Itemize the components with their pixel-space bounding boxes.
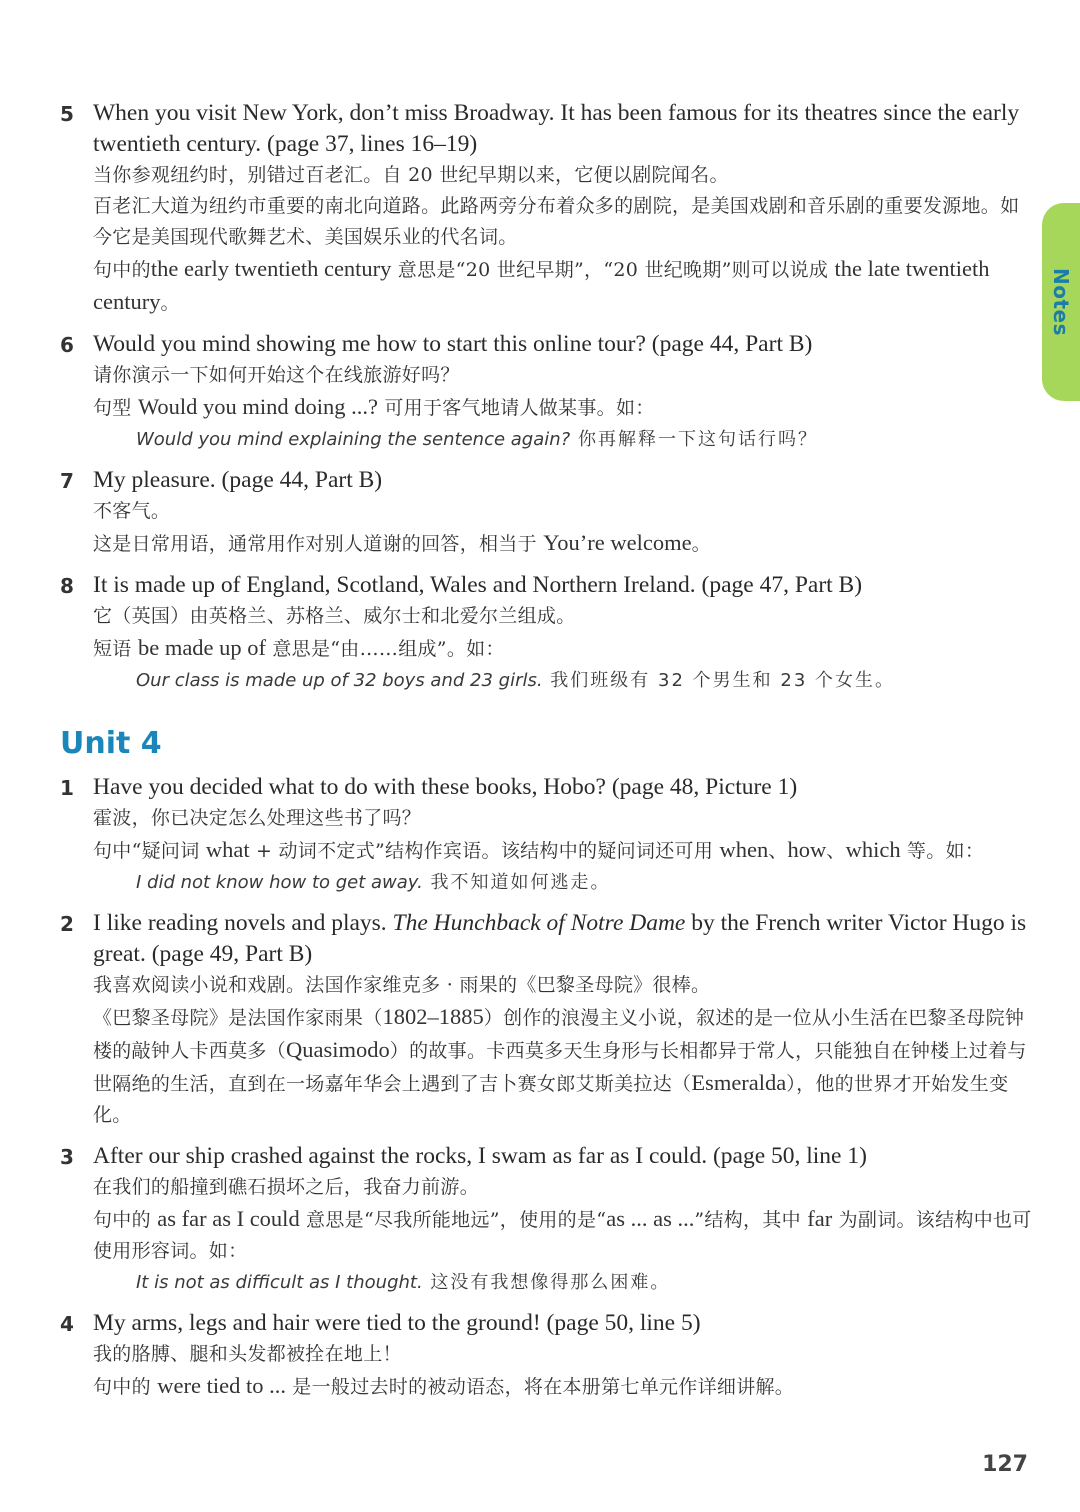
- text-run: 《巴黎圣母院》是法国作家雨果（: [93, 1007, 383, 1029]
- text-run: 。: [691, 533, 711, 555]
- english-sentence: It is made up of England, Scotland, Wales and Northern Ireland. (page 47, Part B): [93, 572, 863, 598]
- english-sentence: My pleasure. (page 44, Part B): [93, 467, 383, 493]
- note-item: [60, 1141, 1038, 1298]
- text-run: were tied to ...: [157, 1373, 286, 1398]
- item-number: 3: [60, 1145, 74, 1169]
- item-number: 2: [60, 912, 74, 936]
- chinese-translation: 请你演示一下如何开始这个在线旅游好吗？: [93, 364, 460, 386]
- example-sentence: [93, 665, 1038, 696]
- example-english: It is not as difficult as I thought.: [136, 1272, 423, 1293]
- notes-content: [60, 98, 1038, 1413]
- chinese-explanation: [93, 632, 1038, 665]
- example-sentence: [93, 424, 1038, 455]
- text-run: the late twentieth century: [93, 256, 990, 314]
- example-sentence: [93, 1267, 1038, 1298]
- text-run: by the French writer Victor Hugo is great. (page 49, Part B): [93, 910, 1027, 967]
- note-item: [60, 1308, 1038, 1403]
- chinese-translation: 它（英国）由英格兰、苏格兰、威尔士和北爱尔兰组成。: [93, 605, 576, 627]
- example-english: Would you mind explaining the sentence again?: [136, 429, 571, 450]
- note-item: [60, 98, 1038, 319]
- text-run: + 动词不定式”结构作宾语。该结构中的疑问词还可用: [249, 840, 720, 862]
- text-run: ）创作的浪漫主义小说，叙述的是一位从小生活在巴黎圣母院钟楼的敲钟人卡西莫多（: [93, 1007, 1025, 1062]
- chinese-explanation: 百老汇大道为纽约市重要的南北向道路。此路两旁分布着众多的剧院，是美国戏剧和音乐剧的重要发源地。如今它是美国现代歌舞艺术、美国娱乐业的代名词。: [93, 195, 1020, 248]
- text-run: 是一般过去时的被动语态，将在本册第七单元作详细讲解。: [285, 1376, 795, 1398]
- text-run: Esmeralda: [691, 1070, 787, 1095]
- english-sentence: My arms, legs and hair were tied to the ground! (page 50, line 5): [93, 1310, 701, 1336]
- page-number: 127: [982, 1452, 1028, 1477]
- text-run: the early twentieth century: [150, 256, 392, 281]
- chinese-explanation: [93, 391, 1038, 424]
- chinese-explanation: [93, 834, 1038, 867]
- english-sentence: Would you mind showing me how to start this online tour? (page 44, Part B): [93, 331, 813, 357]
- example-chinese: 我不知道如何逃走。: [422, 872, 611, 893]
- text-run: I like reading novels and plays.: [93, 910, 393, 936]
- text-run: 意思是“20 世纪早期”，“20 世纪晚期”则可以说成: [391, 259, 835, 281]
- text-run: 句中的: [93, 259, 151, 281]
- note-item: [60, 329, 1038, 455]
- chinese-translation: 在我们的船撞到礁石损坏之后，我奋力前游。: [93, 1176, 480, 1198]
- text-run: when: [719, 837, 769, 862]
- text-run: what: [205, 837, 250, 862]
- text-run: be made up of: [137, 635, 267, 660]
- text-run: 1802–1885: [382, 1004, 484, 1029]
- example-chinese: 你再解释一下这句话行吗？: [570, 429, 818, 450]
- text-run: 可用于客气地请人做某事。如：: [378, 397, 655, 419]
- item-number: 7: [60, 469, 74, 493]
- example-sentence: [93, 867, 1038, 898]
- text-run: 句型: [93, 397, 138, 419]
- text-run: far: [807, 1206, 833, 1231]
- note-item: [60, 908, 1038, 1131]
- text-run: 句中的: [93, 1376, 158, 1398]
- text-run: 意思是“尽我所能地远”，使用的是“: [299, 1209, 607, 1231]
- notes-tab-label: Notes: [1049, 267, 1073, 337]
- text-run: You’re welcome: [543, 530, 692, 555]
- text-run: 句中的: [93, 1209, 158, 1231]
- text-run: which: [845, 837, 901, 862]
- text-run: Would you mind doing ...?: [137, 394, 379, 419]
- text-run: 为副词。该结构中也可使用形容词。如：: [93, 1209, 1032, 1262]
- text-run: 句中“疑问词: [93, 840, 206, 862]
- note-item: [60, 570, 1038, 696]
- english-sentence: After our ship crashed against the rocks, I swam as far as I could. (page 50, line 1): [93, 1143, 867, 1169]
- chinese-translation: 我喜欢阅读小说和戏剧。法国作家维克多 · 雨果的《巴黎圣母院》很棒。: [93, 974, 711, 996]
- item-number: 4: [60, 1312, 74, 1336]
- chinese-translation: 当你参观纽约时，别错过百老汇。自 20 世纪早期以来，它便以剧院闻名。: [93, 164, 729, 186]
- notes-side-tab: [1042, 203, 1080, 401]
- item-number: 8: [60, 574, 74, 598]
- chinese-explanation: [93, 1370, 1038, 1403]
- english-sentence: [93, 908, 1038, 970]
- text-run: ），他的世界才开始发生变化。: [93, 1073, 1009, 1126]
- chinese-explanation: [93, 1203, 1038, 1267]
- text-run: 。: [160, 292, 180, 314]
- text-run: 意思是“由……组成”。如：: [266, 638, 505, 660]
- text-run: ”结构，其中: [694, 1209, 808, 1231]
- text-run: 、: [826, 840, 846, 862]
- text-run: 短语: [93, 638, 138, 660]
- text-run: how: [787, 837, 827, 862]
- text-run: Quasimodo: [286, 1037, 390, 1062]
- item-number: 5: [60, 102, 74, 126]
- text-run: as far as I could: [157, 1206, 300, 1231]
- example-english: Our class is made up of 32 boys and 23 girls.: [136, 670, 543, 691]
- chinese-explanation: [93, 253, 1038, 319]
- text-run: 等。如：: [900, 840, 985, 862]
- text-run: 、: [768, 840, 788, 862]
- chinese-translation: 不客气。: [93, 500, 171, 522]
- example-english: I did not know how to get away.: [136, 872, 423, 893]
- english-sentence: Have you decided what to do with these books, Hobo? (page 48, Picture 1): [93, 774, 798, 800]
- chinese-translation: 霍波，你已决定怎么处理这些书了吗？: [93, 807, 422, 829]
- note-item: [60, 772, 1038, 898]
- book-title: The Hunchback of Notre Dame: [392, 910, 686, 936]
- text-run: 这是日常用语，通常用作对别人道谢的回答，相当于: [93, 533, 544, 555]
- text-run: ）的故事。卡西莫多天生身形与长相都异于常人，只能独自在钟楼上过着与世隔绝的生活，直到在一场嘉年华会上遇到了吉卜赛女郎艾斯美拉达（: [93, 1040, 1027, 1095]
- english-sentence: When you visit New York, don’t miss Broadway. It has been famous for its theatres since the early twentieth century. (page 37, lines 16–19): [93, 100, 1020, 157]
- item-number: 6: [60, 333, 74, 357]
- example-chinese: 这没有我想像得那么困难。: [422, 1272, 671, 1293]
- text-run: as ... as ...: [606, 1206, 695, 1231]
- example-chinese: 我们班级有 32 个男生和 23 个女生。: [542, 670, 895, 691]
- unit-heading: Unit 4: [60, 726, 162, 761]
- chinese-translation: 我的胳膊、腿和头发都被拴在地上！: [93, 1343, 402, 1365]
- chinese-explanation: [93, 1001, 1038, 1131]
- chinese-explanation: [93, 527, 1038, 560]
- item-number: 1: [60, 776, 74, 800]
- note-item: [60, 465, 1038, 560]
